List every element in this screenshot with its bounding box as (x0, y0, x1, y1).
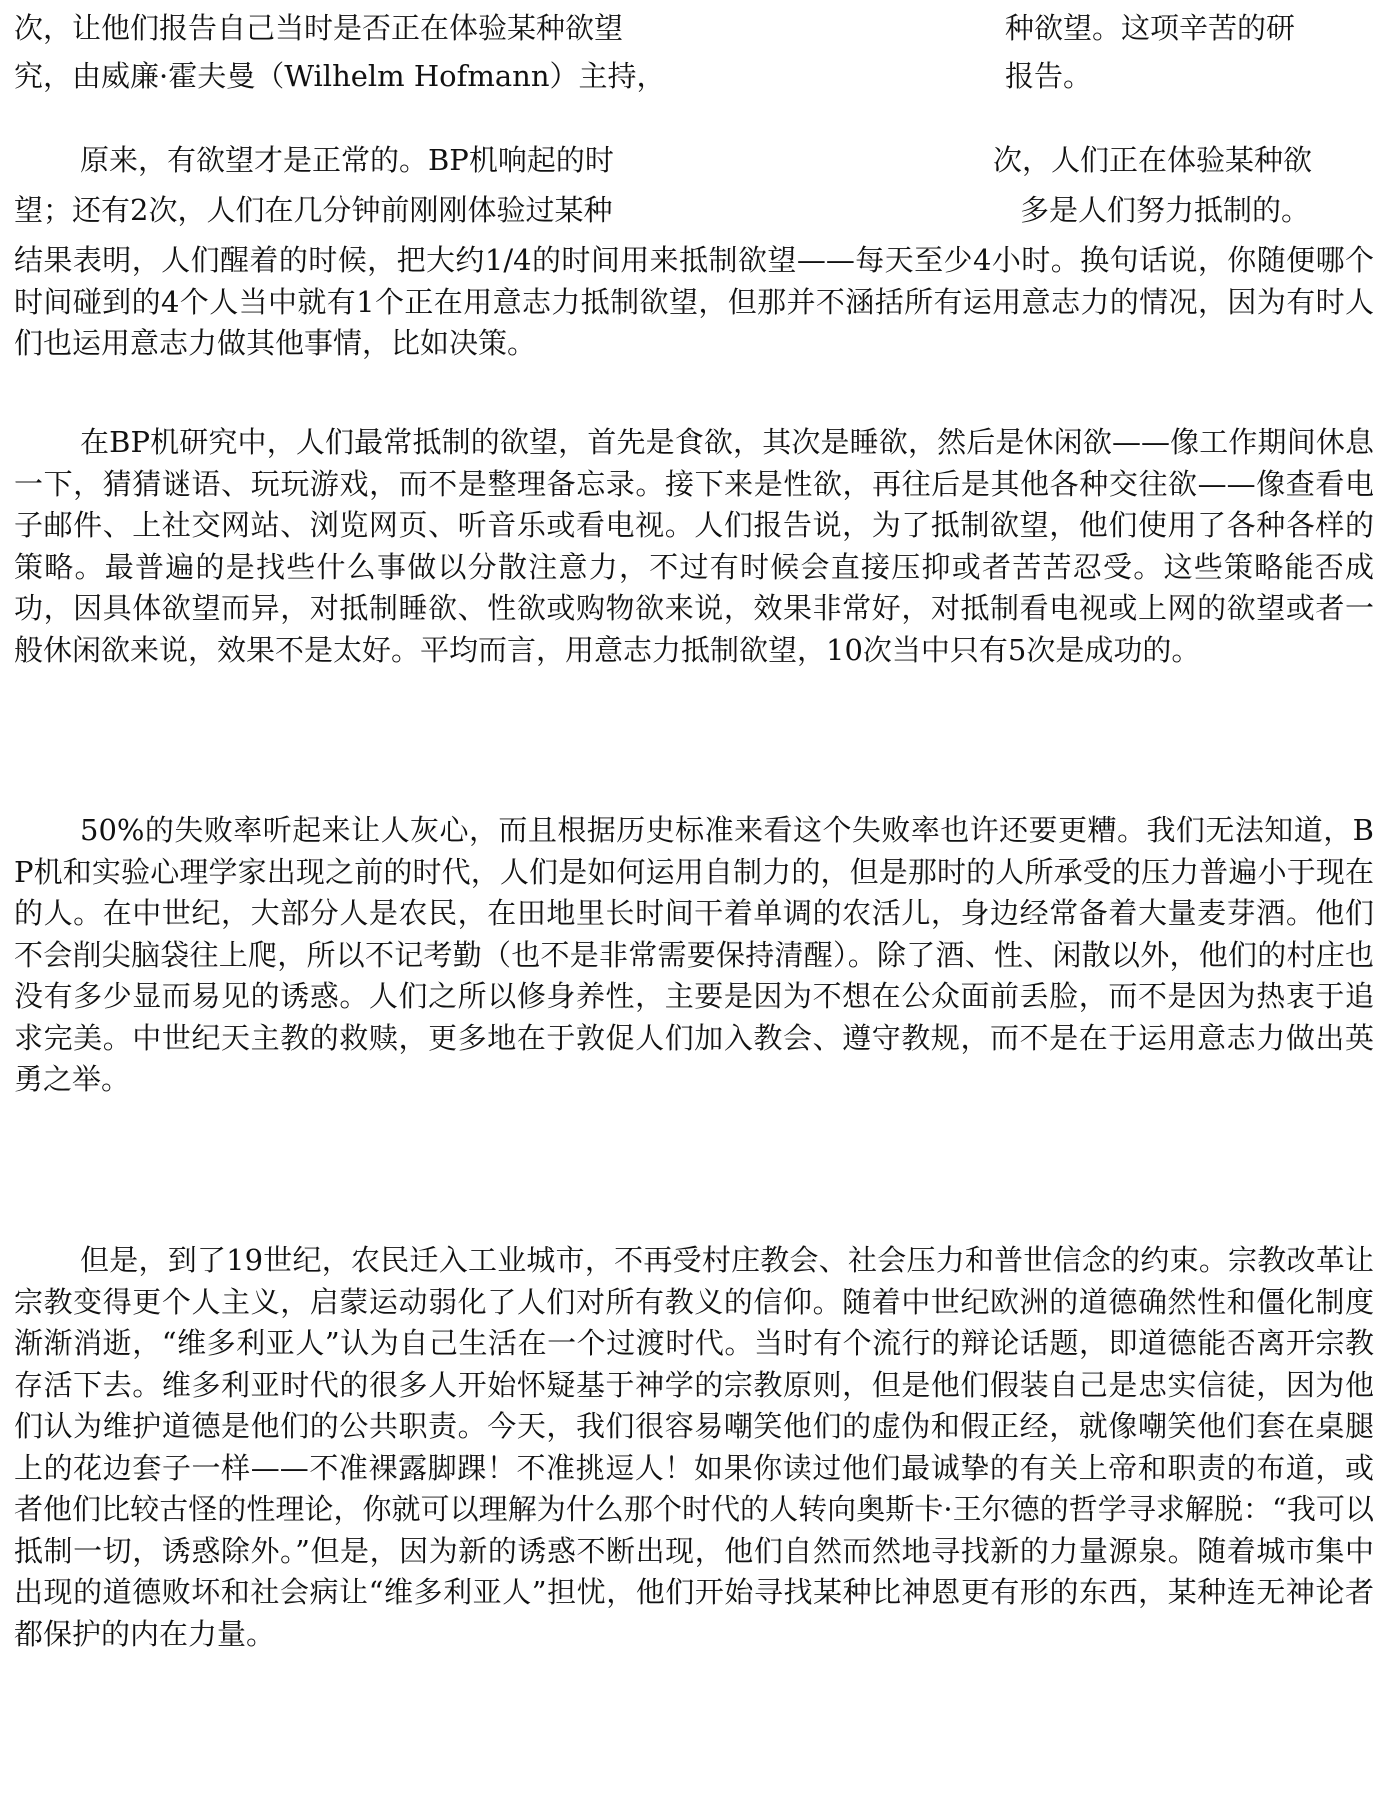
top-line-1-right: 种欲望。这项辛苦的研 (1005, 11, 1296, 45)
top-line-2-right: 报告。 (1005, 59, 1093, 93)
paragraph-2: 在BP机研究中，人们最常抵制的欲望，首先是食欲，其次是睡欲，然后是休闲欲——像工作期间休息一下，猜猜谜语、玩玩游戏，而不是整理备忘录。接下来是性欲，再往后是其他各种交往欲——像查看电子邮件、上社交网站、浏览网页、听音乐或看电视。人们报告说，为了抵制欲望，他们使用了各种各样的策略。最普遍的是找些什么事做以分散注意力，不过有时候会直接压抑或者苦苦忍受。这些策略能否成功，因具体欲望而异，对抵制睡欲、性欲或购物欲来说，效果非常好，对抵制看电视或上网的欲望或者一般休闲欲来说，效果不是太好。平均而言，用意志力抵制欲望，10次当中只有5次是成功的。 (14, 425, 1374, 667)
para1-line-2-right: 多是人们努力抵制的。 (1020, 193, 1311, 227)
paragraph-1-body: 结果表明，人们醒着的时候，把大约1/4的时间用来抵制欲望——每天至少4小时。换句话说，你随便哪个时间碰到的4个人当中就有1个正在用意志力抵制欲望，但那并不涵括所有运用意志力的情况，因为有时人们也运用意志力做其他事情，比如决策。 (14, 243, 1374, 360)
para1-line-1-left: 原来，有欲望才是正常的。BP机响起的时 (80, 143, 614, 177)
para1-line-2-left: 望；还有2次，人们在几分钟前刚刚体验过某种 (14, 193, 613, 227)
top-line-1-left: 次，让他们报告自己当时是否正在体验某种欲望 (14, 11, 624, 45)
top-line-2-left: 究，由威廉·霍夫曼（Wilhelm Hofmann）主持， (14, 59, 666, 93)
para1-line-1-right: 次，人们正在体验某种欲 (993, 143, 1313, 177)
paragraph-3: 50%的失败率听起来让人灰心，而且根据历史标准来看这个失败率也许还要更糟。我们无法知道，BP机和实验心理学家出现之前的时代，人们是如何运用自制力的，但是那时的人所承受的压力普遍小于现在的人。在中世纪，大部分人是农民，在田地里长时间干着单调的农活儿，身边经常备着大量麦芽酒。他们不会削尖脑袋往上爬，所以不记考勤（也不是非常需要保持清醒）。除了酒、性、闲散以外，他们的村庄也没有多少显而易见的诱惑。人们之所以修身养性，主要是因为不想在公众面前丢脸，而不是因为热衷于追求完美。中世纪天主教的救赎，更多地在于敦促人们加入教会、遵守教规，而不是在于运用意志力做出英勇之举。 (14, 813, 1374, 1096)
paragraph-4: 但是，到了19世纪，农民迁入工业城市，不再受村庄教会、社会压力和普世信念的约束。宗教改革让宗教变得更个人主义，启蒙运动弱化了人们对所有教义的信仰。随着中世纪欧洲的道德确然性和僵化制度渐渐消逝，“维多利亚人”认为自己生活在一个过渡时代。当时有个流行的辩论话题，即道德能否离开宗教存活下去。维多利亚时代的很多人开始怀疑基于神学的宗教原则，但是他们假装自己是忠实信徒，因为他们认为维护道德是他们的公共职责。今天，我们很容易嘲笑他们的虚伪和假正经，就像嘲笑他们套在桌腿上的花边套子一样——不准裸露脚踝！不准挑逗人！如果你读过他们最诚挚的有关上帝和职责的布道，或者他们比较古怪的性理论，你就可以理解为什么那个时代的人转向奥斯卡·王尔德的哲学寻求解脱：“我可以抵制一切，诱惑除外。”但是，因为新的诱惑不断出现，他们自然而然地寻找新的力量源泉。随着城市集中出现的道德败坏和社会病让“维多利亚人”担忧，他们开始寻找某种比神恩更有形的东西，某种连无神论者都保护的内在力量。 (14, 1243, 1374, 1651)
